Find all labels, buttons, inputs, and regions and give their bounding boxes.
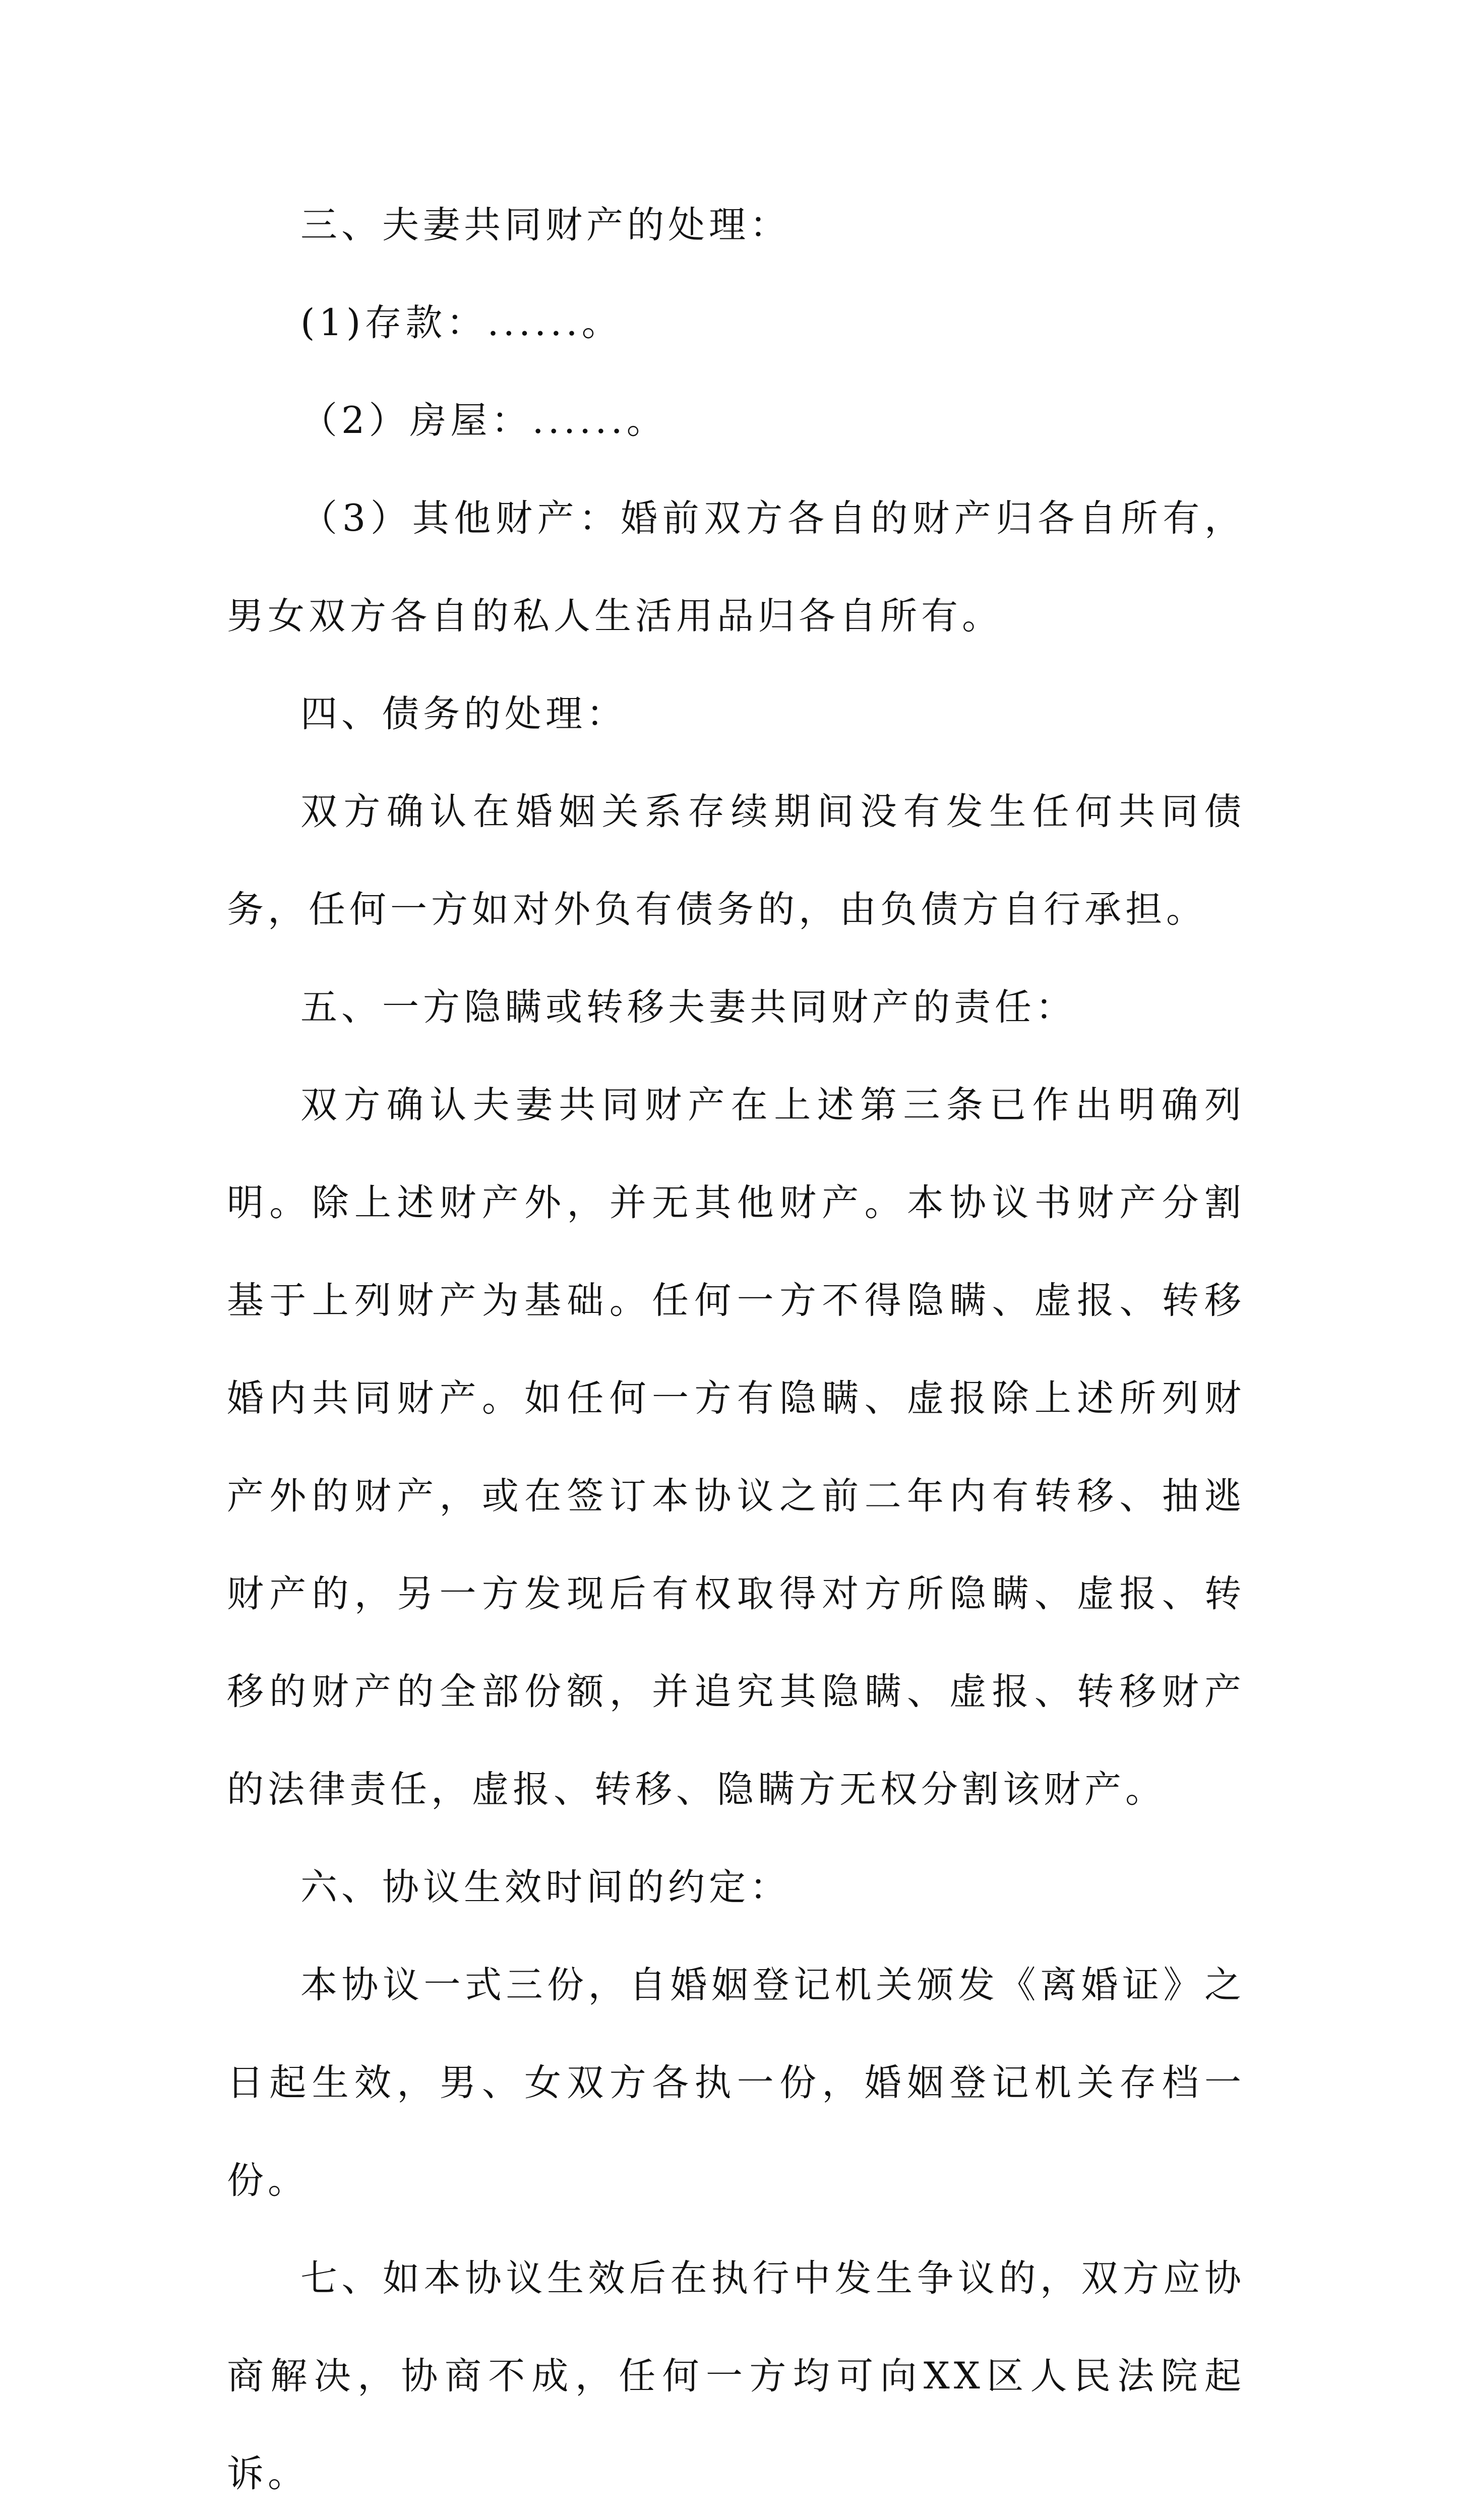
item-house: （2）房屋：......。 xyxy=(300,399,667,442)
item-other-property: （3）其他财产：婚前双方各自的财产归各自所有，男女双方各自的私人生活用品归各自所有。 xyxy=(227,497,1245,638)
paragraph-concealment: 双方确认夫妻共同财产在上述第三条已作出明确列明。除上述财产外，并无其他财产。本协议书财产分割基于上列财产为基础。任何一方不得隐瞒、虚报、转移婚内共同财产。如任何一方有隐瞒、虚报除上述所列财产外的财产，或在签订本协议之前二年内有转移、抽逃财产的，另一方发现后有权取得对方所隐瞒、虚报、转移的财产的全部份额，并追究其隐瞒、虚报、转移财产的法律责任，虚报、转移、隐瞒方无权分割该财产。 xyxy=(227,1084,1245,1811)
paragraph-effective-date: 本协议一式三份，自婚姻登记机关颁发《离婚证》之日起生效，男、女双方各执一份，婚姻登记机关存档一份。 xyxy=(227,1964,1245,2202)
section-heading-property: 三、夫妻共同财产的处理： xyxy=(300,204,791,246)
paragraph-debts: 双方确认在婚姻关系存续期间没有发生任何共同债务，任何一方如对外负有债务的，由负债方自行承担。 xyxy=(227,790,1245,931)
section-heading-debts: 四、债务的处理： xyxy=(300,692,627,735)
document-body xyxy=(227,176,1245,2520)
section-heading-concealment: 五、一方隐瞒或转移夫妻共同财产的责任： xyxy=(300,986,1076,1029)
section-heading-effective-date: 六、协议生效时间的约定： xyxy=(300,1866,791,1909)
paragraph-disputes: 七、如本协议生效后在执行中发生争议的，双方应协商解决，协商不成，任何一方均可向XX区人民法院起诉。 xyxy=(227,2257,1245,2495)
item-deposits: (1)存款：......。 xyxy=(300,301,623,344)
